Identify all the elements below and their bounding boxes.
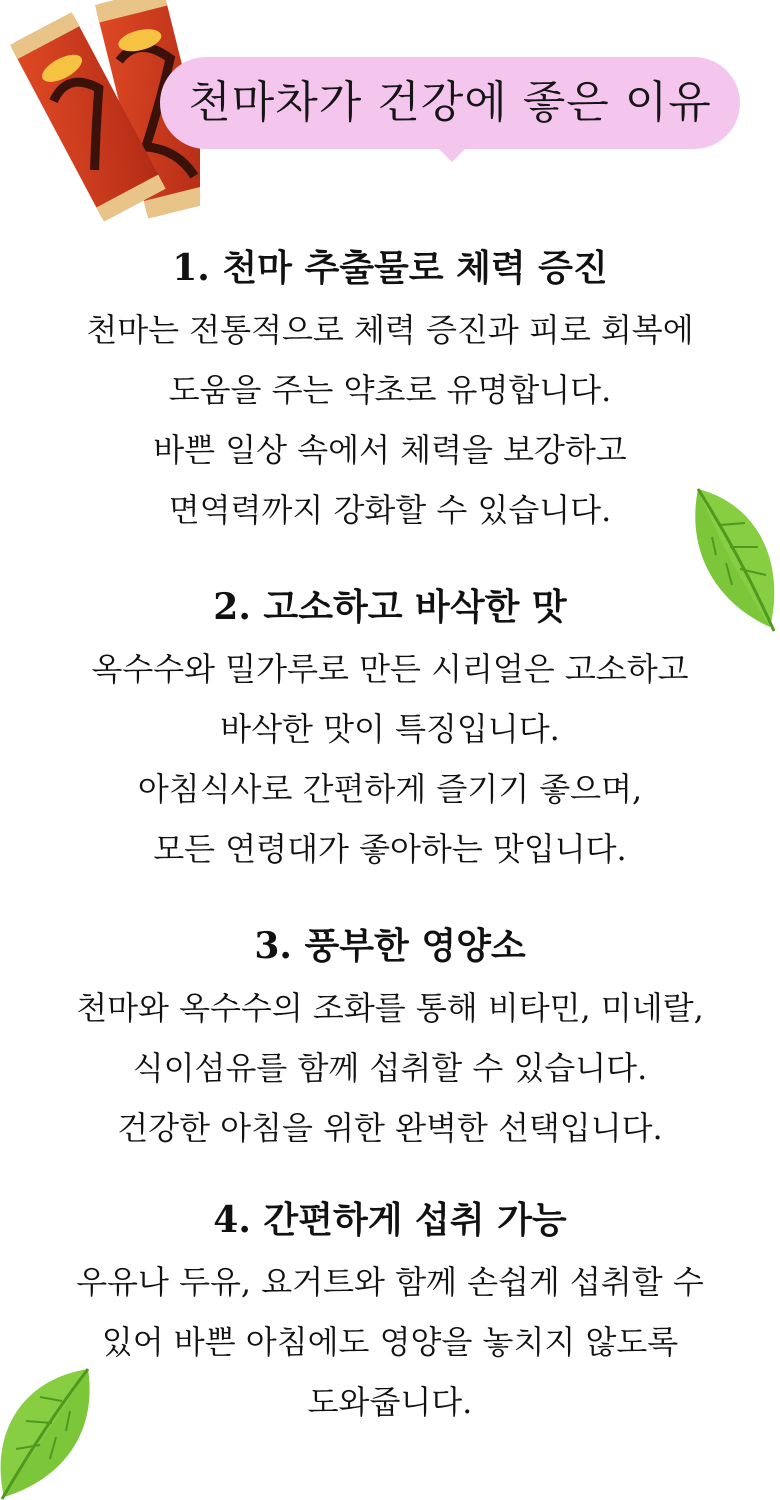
page-title: 천마차가 건강에 좋은 이유 [188, 77, 712, 128]
section-text-line: 우유나 두유, 요거트와 함께 손쉽게 섭취할 수 [76, 1263, 704, 1301]
section-2 [0, 585, 780, 879]
section-text-line: 천마와 옥수수의 조화를 통해 비타민, 미네랄, [76, 989, 704, 1027]
section-heading: 3. 풍부한 영양소 [254, 925, 526, 967]
section-text-line: 천마는 전통적으로 체력 증진과 피로 회복에 [86, 311, 694, 349]
section-text-line: 아침식사로 간편하게 즐기기 좋으며, [137, 770, 643, 808]
section-heading: 2. 고소하고 바삭한 맛 [213, 586, 567, 628]
section-text-line: 모든 연령대가 좋아하는 맛입니다. [153, 830, 627, 868]
section-text-line: 바삭한 맛이 특징입니다. [220, 710, 560, 748]
section-text-line: 면역력까지 강화할 수 있습니다. [168, 491, 612, 529]
section-heading: 4. 간편하게 섭취 가능 [213, 1199, 567, 1241]
section-text-line: 건강한 아침을 위한 완벽한 선택입니다. [117, 1109, 663, 1147]
section-heading: 1. 천마 추출물로 체력 증진 [172, 247, 608, 289]
section-text-line: 바쁜 일상 속에서 체력을 보강하고 [153, 431, 627, 469]
section-text-line: 있어 바쁜 아침에도 영양을 놓치지 않도록 [101, 1323, 679, 1361]
leaf-icon [690, 485, 780, 635]
section-3 [0, 924, 780, 1158]
section-text-line: 식이섬유를 함께 섭취할 수 있습니다. [132, 1049, 648, 1087]
leaf-icon [0, 1365, 95, 1500]
section-text-line: 도움을 주는 약초로 유명합니다. [168, 371, 612, 409]
section-text-line: 도와줍니다. [307, 1383, 473, 1421]
section-text-line: 옥수수와 밀가루로 만든 시리얼은 고소하고 [91, 650, 689, 688]
section-4 [0, 1198, 780, 1432]
section-1 [0, 246, 780, 540]
